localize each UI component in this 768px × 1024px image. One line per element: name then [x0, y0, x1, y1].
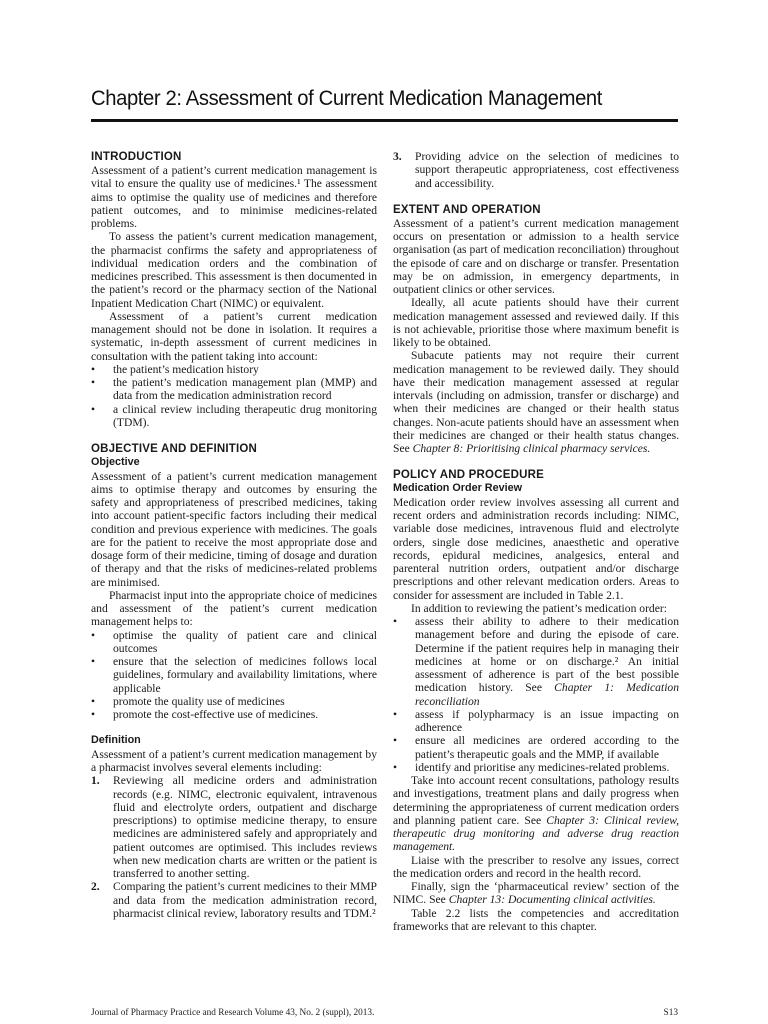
list-item: • the patient’s medication history	[91, 363, 377, 376]
journal-citation: Journal of Pharmacy Practice and Research Volume 43, No. 2 (suppl), 2013.	[91, 1008, 375, 1018]
list-item: • a clinical review including therapeutic drug monitoring (TDM).	[91, 403, 377, 430]
left-column	[91, 150, 377, 920]
policy-paragraph-5	[393, 880, 679, 907]
item-text: Comparing the patient’s current medicines to their MMP and data from the medication administration record, pharmacist clinical review, laboratory results and TDM.²	[113, 880, 377, 920]
list-item	[393, 150, 679, 190]
introduction-paragraph-3: Assessment of a patient’s current medication management should not be done in isolation. It requires a systematic, in-depth assessment of current medicines in consultation with the patient taking into account:	[91, 309, 377, 363]
definition-numbered-list-continued	[393, 150, 679, 190]
list-item	[393, 615, 679, 708]
introduction-bullet-list	[91, 363, 377, 429]
item-number: 1.	[91, 774, 100, 788]
page-number: S13	[663, 1008, 678, 1018]
policy-paragraph-3	[393, 774, 679, 854]
paragraph-text: Take into account recent consultations, pathology results and investigations, treatment plans and daily progress when determining the appropriateness of current medication orders and planning patient care. See	[393, 774, 679, 827]
objective-paragraph-2: Pharmacist input into the appropriate choice of medicines and assessment of the patient’s current medication management helps to:	[91, 588, 377, 629]
definition-numbered-list	[91, 774, 377, 920]
list-item: • ensure that the selection of medicines follows local guidelines, formulary and availability limitations, where applicable	[91, 655, 377, 695]
item-number: 2.	[91, 880, 100, 894]
chapter-reference: Chapter 13: Documenting clinical activities.	[448, 893, 656, 907]
policy-paragraph-4: Liaise with the prescriber to resolve any issues, correct the medication orders and record in the health record.	[393, 853, 679, 880]
list-item: • assess if polypharmacy is an issue impacting on adherence	[393, 708, 679, 735]
policy-paragraph-6: Table 2.2 lists the competencies and accreditation frameworks that are relevant to this chapter.	[393, 906, 679, 933]
list-item: • promote the quality use of medicines	[91, 695, 377, 708]
list-item: • optimise the quality of patient care and clinical outcomes	[91, 629, 377, 656]
definition-paragraph-1: Assessment of a patient’s current medication management by a pharmacist involves several elements including:	[91, 747, 377, 774]
chapter-reference: Chapter 1: Medication reconciliation	[415, 681, 680, 708]
list-item	[91, 774, 377, 880]
chapter-reference: Chapter 3: Clinical review, therapeutic drug monitoring and adverse drug reaction management.	[393, 813, 679, 854]
policy-procedure-heading: POLICY AND PROCEDURE	[393, 469, 544, 482]
item-number: 3.	[393, 150, 402, 163]
title-rule	[91, 119, 678, 122]
chapter-title: Chapter 2: Assessment of Current Medication Management	[91, 86, 603, 110]
chapter-reference: Chapter 8: Prioritising clinical pharmacy services.	[412, 442, 651, 455]
introduction-paragraph-1: Assessment of a patient’s current medication management is vital to ensure the quality use of medicines.¹ The assessment aims to optimise the quality use of medicines and therefore patient outcomes, and to minimise medicines-related problems.	[91, 164, 377, 230]
right-column	[393, 150, 679, 933]
extent-operation-heading: EXTENT AND OPERATION	[393, 203, 541, 216]
objective-subheading: Objective	[91, 456, 140, 468]
page-footer	[91, 1008, 678, 1018]
policy-paragraph-1: Medication order review involves assessing all current and recent orders and administration records including: NIMC, variable dose medicines, intravenous fluid and electrolyte orders, single dose medicines, anaesthetic and operative records, epidural medicines, analgesics, enteral and parenteral nutrition orders, outpatient and/or discharge prescriptions and other relevant medication orders. Areas to consider for assessment are included in Table 2.1.	[393, 495, 679, 602]
item-text: assess their ability to adhere to their medication management before and during the episode of care. Determine if the patient requires help in managing their medicines at home or on discharge.² An initial assessment of adherence is part of the best possible medication history. See	[415, 615, 679, 695]
objective-bullet-list	[91, 629, 377, 722]
extent-paragraph-2: Ideally, all acute patients should have their current medication management assessed and reviewed daily. If this is not achievable, prioritise those where maximum benefit is likely to be obtained.	[393, 296, 679, 349]
objective-definition-heading: OBJECTIVE AND DEFINITION	[91, 443, 258, 455]
paragraph-text: Finally, sign the ‘pharmaceutical review’ section of the NIMC. See	[393, 880, 679, 907]
list-item: • the patient’s medication management plan (MMP) and data from the medication administration record	[91, 376, 377, 403]
item-text: Providing advice on the selection of medicines to support therapeutic appropriateness, cost effectiveness and accessibility.	[415, 150, 679, 190]
introduction-paragraph-2: To assess the patient’s current medication management, the pharmacist confirms the safety and appropriateness of individual medication orders and the combination of medicines prescribed. This assessment is then documented in the patient’s record or the pharmacy section of the National Inpatient Medication Chart (NIMC) or equivalent.	[91, 230, 377, 310]
policy-bullet-list	[393, 615, 679, 774]
objective-paragraph-1: Assessment of a patient’s current medication management aims to optimise therapy and outcomes by ensuring the safety and appropriateness of prescribed medicines, taking into account patient-specific factors including their medical condition and previous experience with medicines. The goals are for the patient to receive the most appropriate dose and dosage form of their medicine, timing of dosage and duration of therapy and that the risks of medicines-related problems are minimised.	[91, 469, 377, 589]
extent-paragraph-3	[393, 349, 679, 455]
list-item	[91, 880, 377, 920]
extent-paragraph-1: Assessment of a patient’s current medication management occurs on presentation or admission to a health service organisation (as part of medication reconciliation) throughout the episode of care and on discharge or transfer. Presentation may be on admission, in emergency departments, in outpatient clinics or other services.	[393, 216, 679, 296]
list-item: • ensure all medicines are ordered according to the patient’s therapeutic goals and the MMP, if available	[393, 734, 679, 761]
list-item: • identify and prioritise any medicines-related problems.	[393, 761, 679, 774]
definition-subheading: Definition	[91, 734, 141, 747]
introduction-heading: INTRODUCTION	[91, 151, 182, 163]
medication-order-review-subheading: Medication Order Review	[393, 482, 522, 495]
paragraph-text: Subacute patients may not require their current medication management to be reviewed daily. They should have their medication management assessed at regular intervals (including on admission, transfer or discharge) and when their medicines are changed or their health status changes. Non-acute patients should have an assessment when their medicines are changed or their health status changes. See	[393, 349, 679, 455]
policy-paragraph-2: In addition to reviewing the patient’s medication order:	[411, 601, 667, 615]
list-item: • promote the cost-effective use of medicines.	[91, 708, 377, 721]
item-text: Reviewing all medicine orders and administration records (e.g. NIMC, electronic equivalent, intravenous fluid and electrolyte orders, outpatient and discharge prescriptions) to optimise medicine therapy, to ensure medicines are administered safely and appropriately and patient outcomes are optimised. This includes reviews when new medication charts are written or the patient is transferred to another setting.	[113, 774, 377, 880]
